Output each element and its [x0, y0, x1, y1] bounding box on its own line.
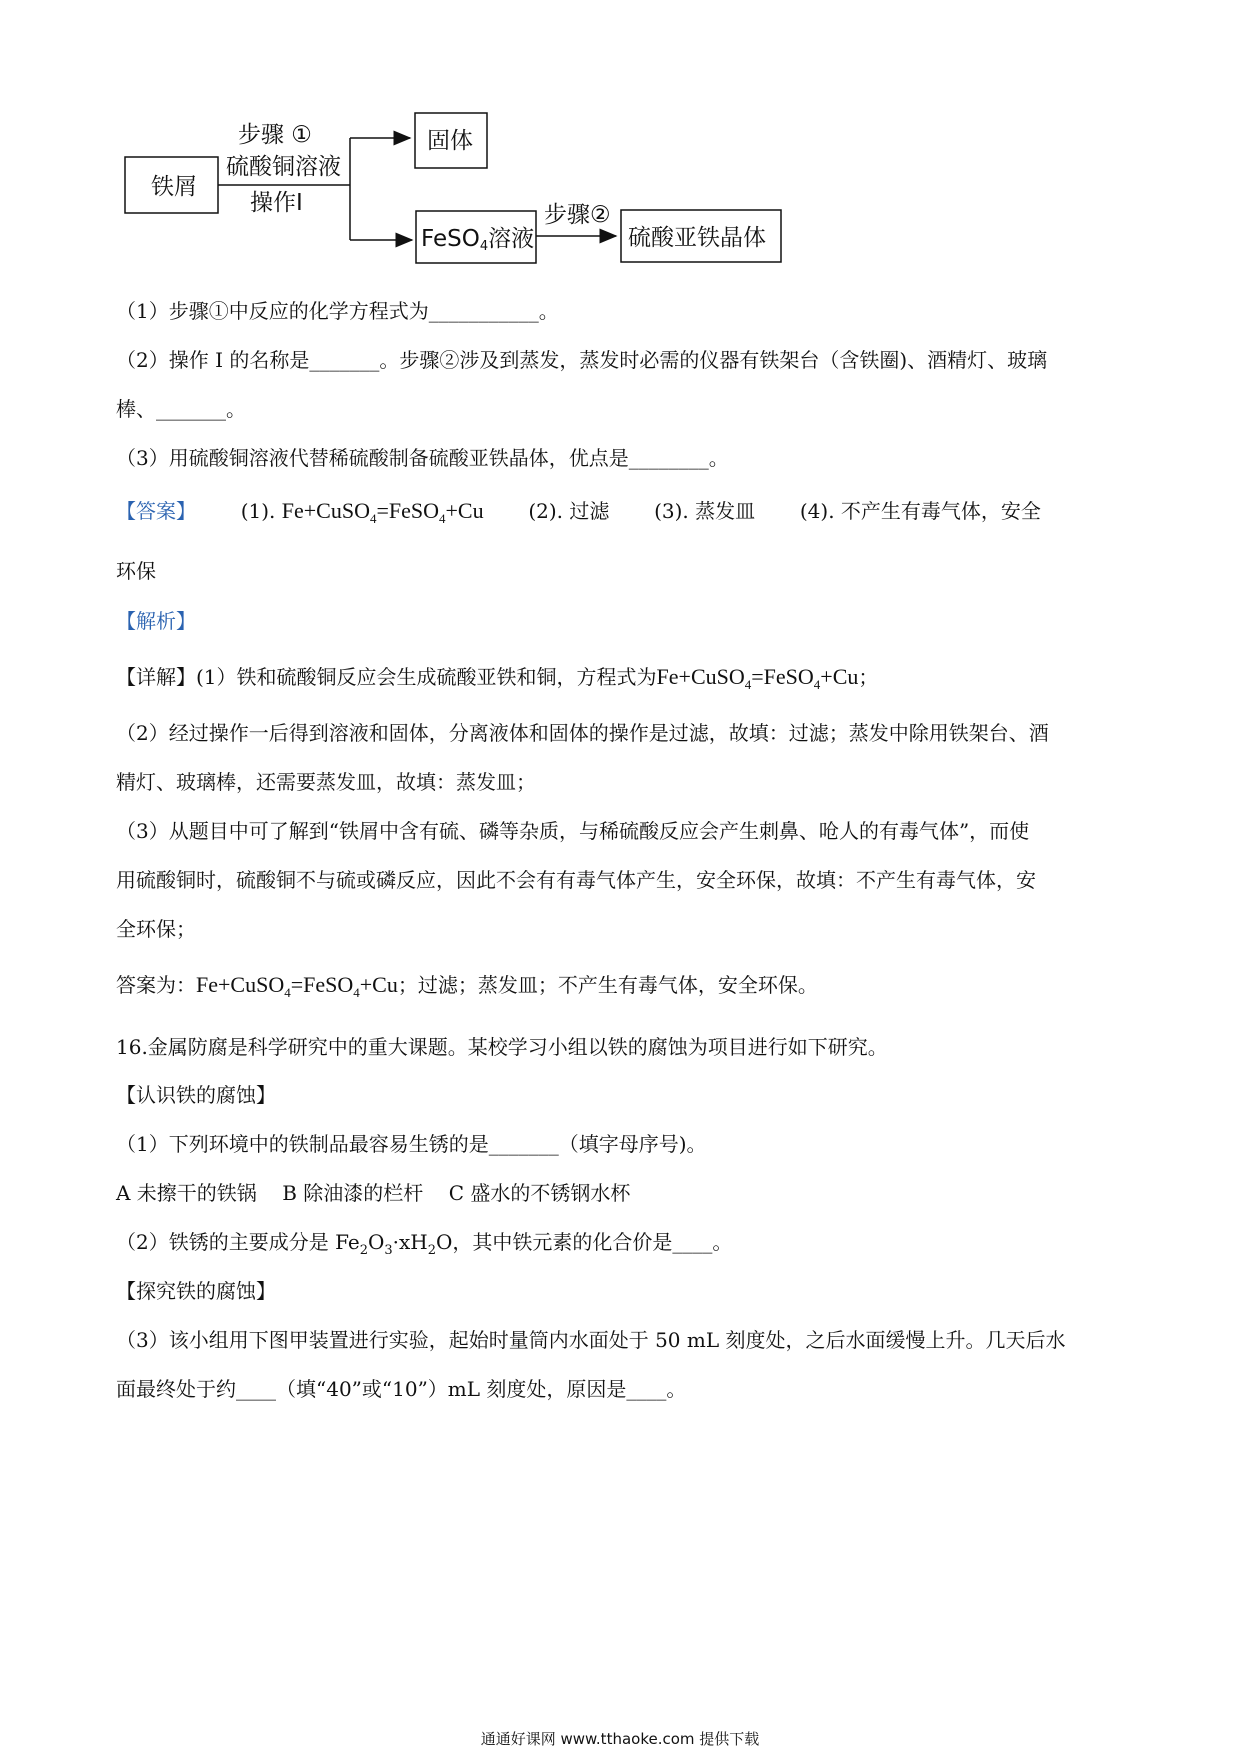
solid-label: 固体 [427, 128, 473, 154]
q16-section-2: 【探究铁的腐蚀】 [116, 1279, 276, 1303]
analysis-label: 【解析】 [116, 609, 196, 633]
answer-item2: (2). 过滤 [528, 499, 610, 523]
step2-label: 步骤② [544, 202, 611, 228]
question-1: （1）步骤①中反应的化学方程式为___________。 [116, 299, 559, 323]
answer-label: 【答案】 [116, 499, 196, 523]
question-3: （3）用硫酸铜溶液代替稀硫酸制备硫酸亚铁晶体，优点是________。 [116, 446, 729, 470]
answer-equation: Fe+CuSO$_4$=FeSO$_4$+Cu [281, 498, 484, 526]
question-2-line2: 棒、_______。 [116, 397, 246, 421]
detail-2-line2: 精灯、玻璃棒，还需要蒸发皿，故填：蒸发皿； [116, 770, 536, 794]
answer-item4: (4). 不产生有毒气体，安全 [799, 499, 1041, 523]
q16-question-3-line2: 面最终处于约____（填“40”或“10”）mL 刻度处，原因是____。 [116, 1377, 687, 1401]
summary-equation: Fe+CuSO$_4$=FeSO$_4$+Cu [196, 972, 398, 1000]
answer-line [116, 496, 1041, 534]
detail-3-line1: （3）从题目中可了解到“铁屑中含有硫、磷等杂质，与稀硫酸反应会产生刺鼻、呛人的有毒气体”，而使 [116, 819, 1030, 843]
detail-2-line1: （2）经过操作一后得到溶液和固体，分离液体和固体的操作是过滤，故填：过滤；蒸发中除用铁架台、酒 [116, 721, 1049, 745]
q16-intro: 16.金属防腐是科学研究中的重大课题。某校学习小组以铁的腐蚀为项目进行如下研究。 [116, 1035, 888, 1059]
solution-label: FeSO4溶液 [421, 226, 535, 254]
q16-options: A 未擦干的铁锅 B 除油漆的栏杆 C 盛水的不锈钢水杯 [116, 1181, 631, 1205]
iron-filings-label: 铁屑 [151, 174, 197, 200]
reagent-label: 硫酸铜溶液 [226, 154, 341, 180]
q16-section-1: 【认识铁的腐蚀】 [116, 1083, 276, 1107]
q16-question-3-line1: （3）该小组用下图甲装置进行实验，起始时量筒内水面处于 50 mL 刻度处，之后水面缓慢上升。几天后水 [116, 1328, 1066, 1352]
question-2-line1: （2）操作 I 的名称是_______。步骤②涉及到蒸发，蒸发时必需的仪器有铁架台（含铁圈)、酒精灯、玻璃 [116, 348, 1048, 372]
detail-3-line2: 用硫酸铜时，硫酸铜不与硫或磷反应，因此不会有有毒气体产生，安全环保，故填：不产生有毒气体，安 [116, 868, 1036, 892]
detail-1-equation: Fe+CuSO$_4$=FeSO$_4$+Cu [656, 664, 859, 692]
answer-summary: 答案为：Fe+CuSO$_4$=FeSO$_4$+Cu；过滤；蒸发皿；不产生有毒气体，安全环保。 [116, 972, 818, 1000]
crystal-label: 硫酸亚铁晶体 [628, 225, 766, 251]
footer-credit: 通通好课网 www.tthaoke.com 提供下载 [480, 1730, 760, 1748]
answer-item1-num: (1). [240, 499, 276, 523]
q16-question-1: （1）下列环境中的铁制品最容易生锈的是_______（填字母序号)。 [116, 1132, 707, 1156]
operation-label: 操作I [250, 190, 303, 216]
detail-1: 【详解】(1）铁和硫酸铜反应会生成硫酸亚铁和铜，方程式为Fe+CuSO$_4$=FeSO$_4$+Cu； [116, 664, 879, 692]
answer-item3: (3). 蒸发皿 [654, 499, 756, 523]
step1-label: 步骤 ① [238, 122, 312, 148]
answer-item4-continued: 环保 [116, 559, 156, 583]
process-flow-diagram [0, 0, 1240, 280]
detail-3-line3: 全环保； [116, 917, 196, 941]
q16-question-2: （2）铁锈的主要成分是 $Fe_2O_3\cdot xH_2O$，其中铁元素的化合价是____。 [116, 1230, 733, 1258]
